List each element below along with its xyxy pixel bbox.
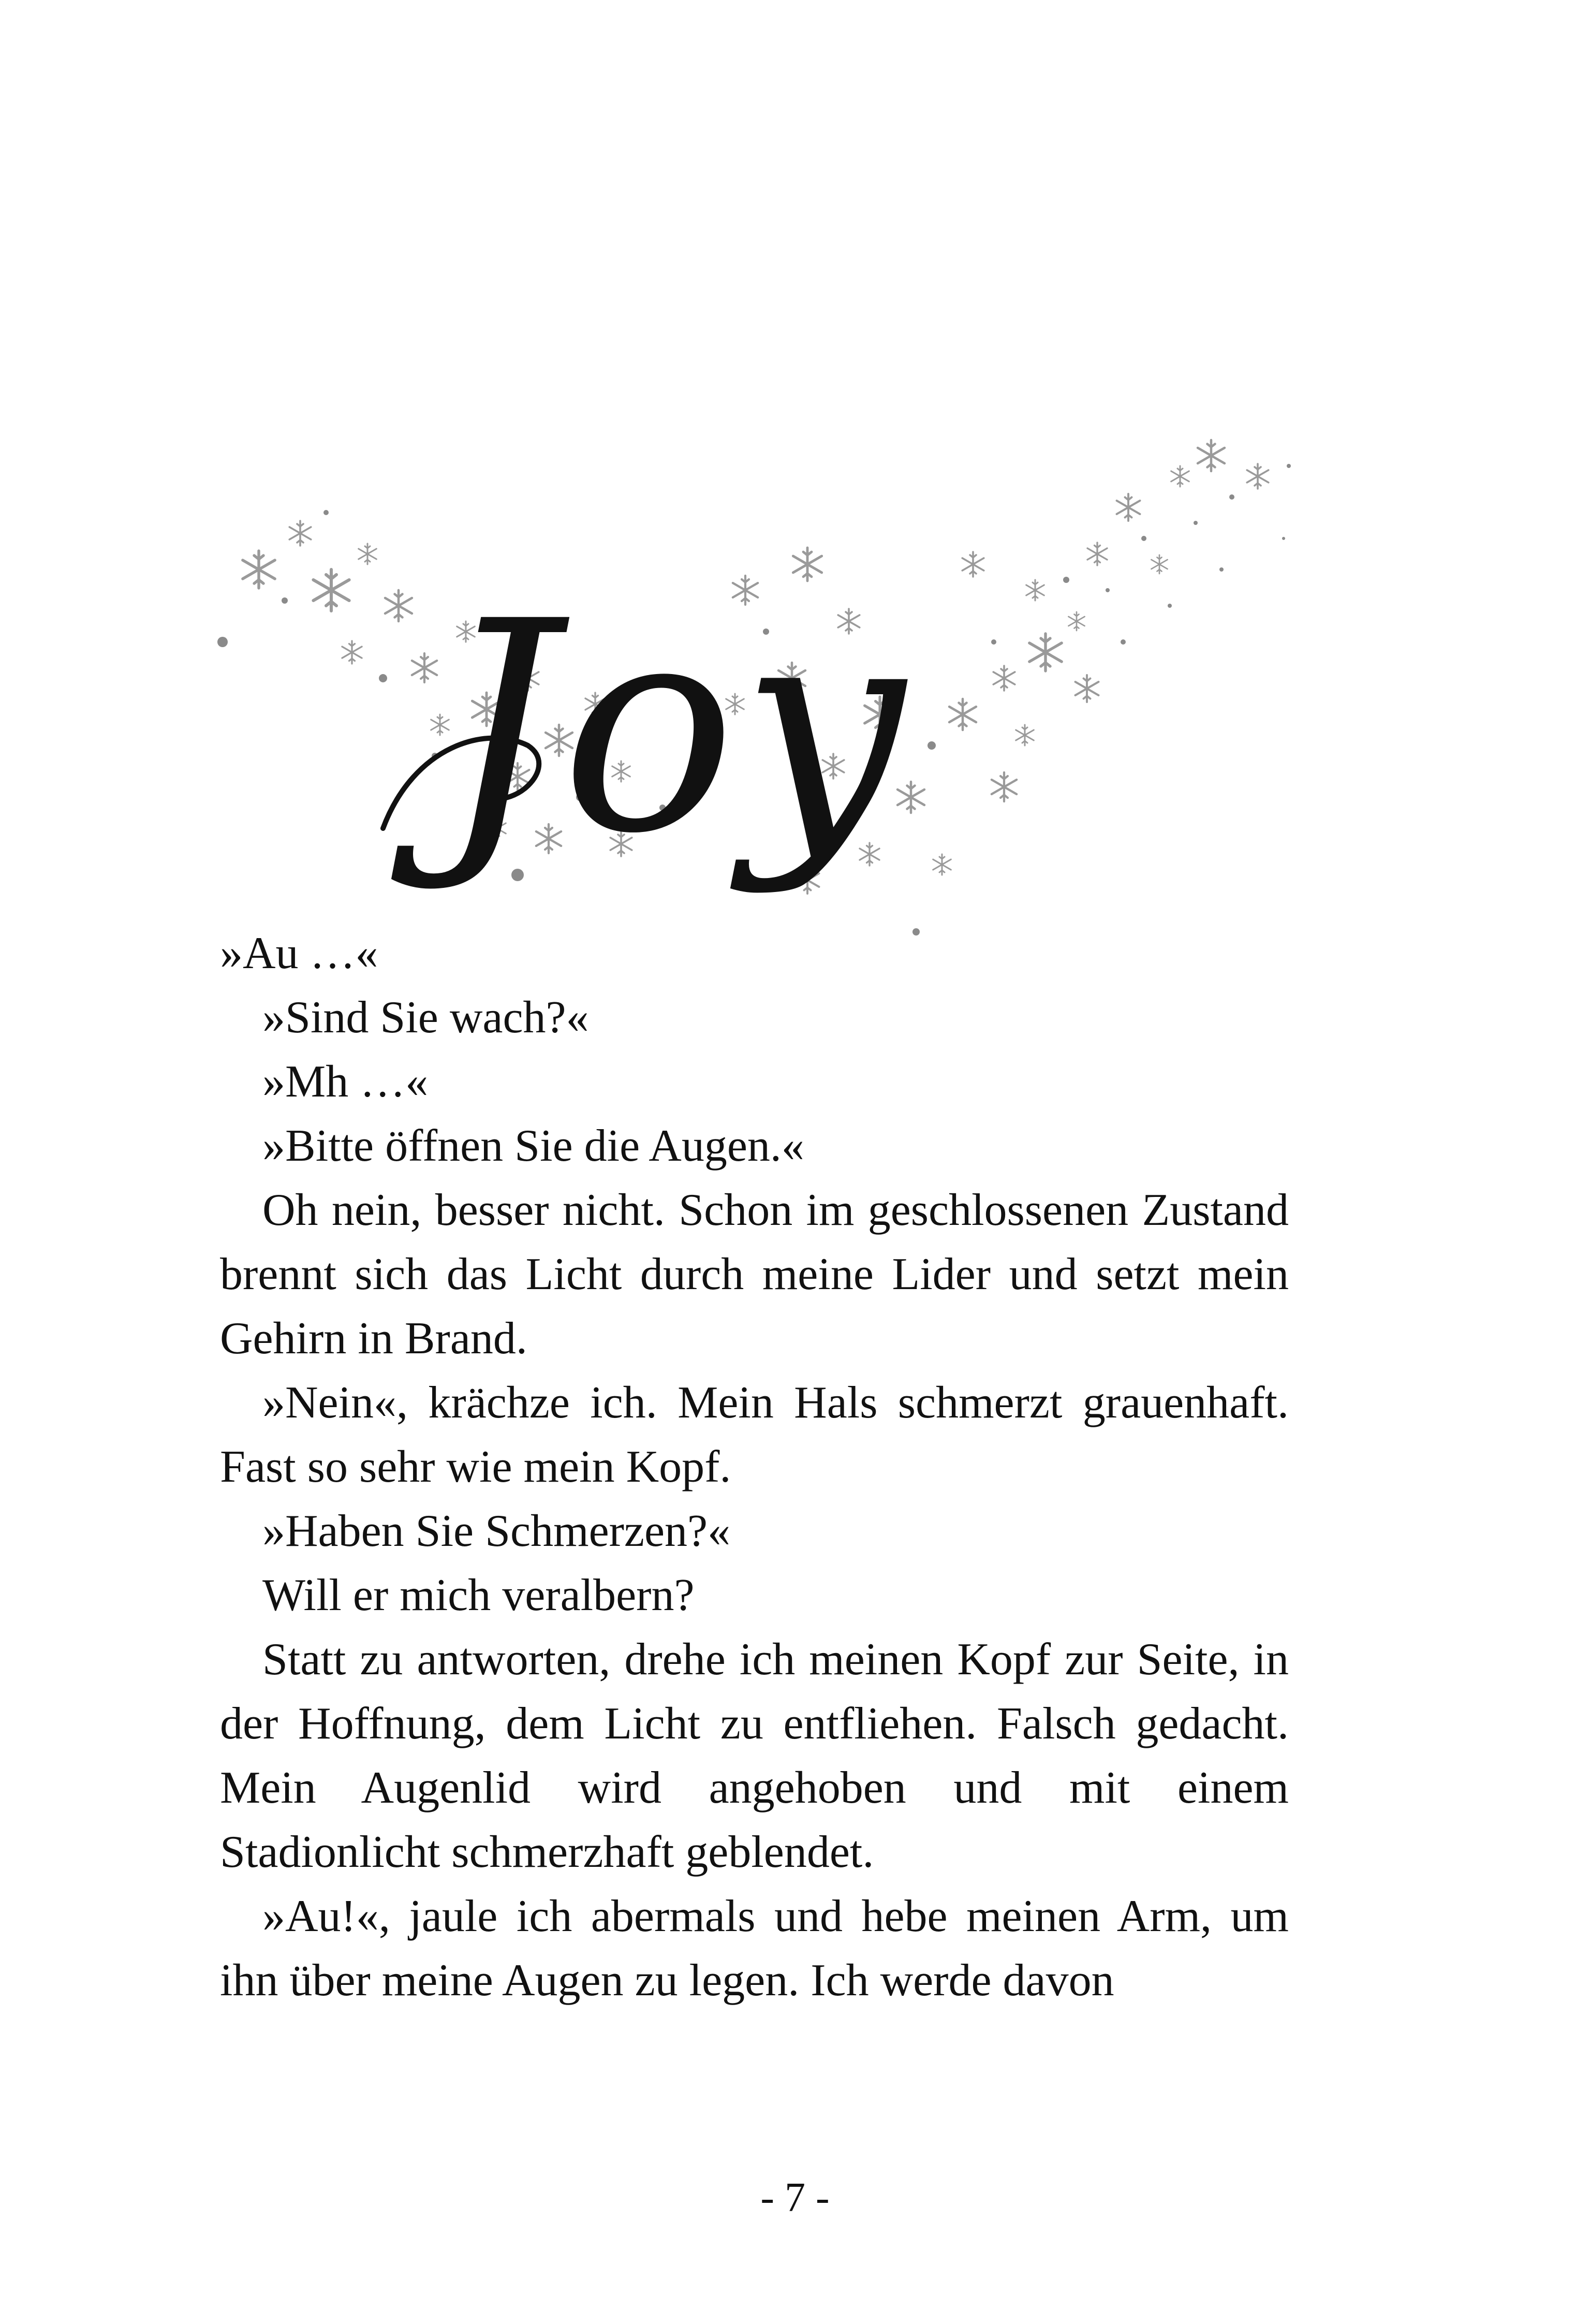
chapter-title: Joy — [440, 560, 910, 897]
page-number: - 7 - — [760, 2175, 830, 2220]
chapter-heading — [197, 435, 1325, 953]
paragraph: »Au!«, jaule ich abermals und hebe meinen Arm, um ihn über meine Augen zu legen. Ich werde davon — [220, 1891, 1289, 2006]
snowflakes-right — [949, 440, 1269, 801]
snowflake-ornament — [197, 435, 1325, 953]
paragraph: »Nein«, krächze ich. Mein Hals schmerzt grauenhaft. Fast so sehr wie mein Kopf. — [220, 1378, 1289, 1492]
paragraph: »Bitte öffnen Sie die Augen.« — [262, 1121, 804, 1171]
paragraph: »Au …« — [220, 928, 378, 978]
paragraph: Statt zu antworten, drehe ich meinen Kopf zur Seite, in der Hoffnung, dem Licht zu entfliehen. Falsch gedacht. Mein Augenlid wird angehoben und mit einem Stadionlicht schmerzhaft geblendet. — [220, 1634, 1289, 1877]
paragraph: »Sind Sie wach?« — [262, 992, 589, 1043]
paragraph: »Mh …« — [262, 1057, 429, 1107]
paragraph: Oh nein, besser nicht. Schon im geschlossenen Zustand brennt sich das Licht durch meine Lider und setzt mein Gehirn in Brand. — [220, 1185, 1289, 1364]
paragraph: »Haben Sie Schmerzen?« — [262, 1506, 731, 1556]
body-text — [220, 922, 1289, 2013]
paragraph: Will er mich veralbern? — [262, 1570, 695, 1620]
